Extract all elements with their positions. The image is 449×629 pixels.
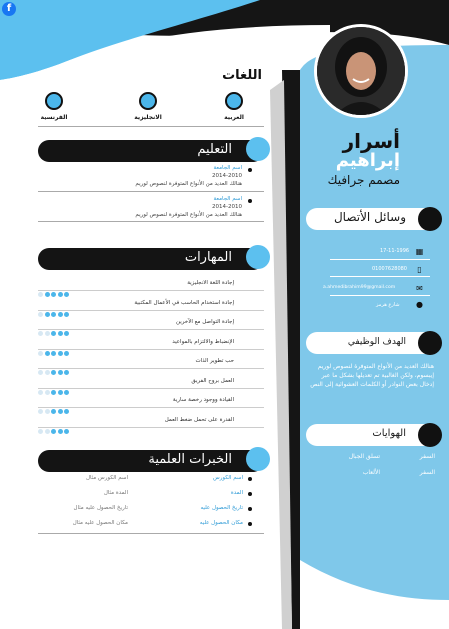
calendar-icon: ▦ [415, 247, 424, 256]
divider [38, 290, 264, 291]
job-title: مصمم جرافيك [327, 173, 400, 187]
skill-dot-icon [45, 351, 50, 356]
skill-dot-icon [64, 292, 69, 297]
skill-dot-icon [38, 390, 43, 395]
skill-dot-icon [58, 409, 63, 414]
skill-dot-icon [58, 292, 63, 297]
name-first: أسرار [342, 129, 400, 153]
hobbies-header [306, 424, 438, 446]
skill-label: القيادة ووجود رخصة سارية [172, 397, 234, 403]
skill-dot-icon [51, 409, 56, 414]
bullet-icon [248, 477, 252, 481]
skill-row [38, 416, 264, 428]
skill-label: القدرة على تحمل ضغط العمل [164, 416, 234, 423]
skill-dot-icon [51, 331, 56, 336]
skill-dot-icon [58, 370, 63, 375]
hobby-item: تسلق الجبال [348, 453, 380, 460]
skill-row [38, 279, 264, 291]
divider [38, 407, 264, 408]
header-dot-icon [418, 423, 442, 447]
skill-row [38, 396, 264, 408]
education-header [38, 140, 264, 162]
skill-dot-icon [64, 351, 69, 356]
skills-header [38, 248, 264, 270]
skill-label: الإنضباط والالتزام بالمواعيد [172, 338, 234, 345]
bullet-icon [248, 522, 252, 526]
divider [38, 427, 264, 428]
header-dot-icon [246, 245, 270, 269]
skills-title: المهارات [184, 250, 232, 265]
experience-key: المدة [230, 490, 243, 496]
skill-dot-icon [45, 409, 50, 414]
name-last: إبراهيم [335, 150, 400, 171]
skill-row [38, 299, 264, 311]
hobby-item: السفر [419, 453, 435, 460]
experience-key: مكان الحصول عليه [199, 520, 243, 526]
contact-phone[interactable]: 01007628080 [372, 266, 407, 272]
skill-dot-icon [64, 409, 69, 414]
skill-dot-icon [58, 429, 63, 434]
skill-row [38, 338, 264, 350]
skill-dot-icon [64, 370, 69, 375]
skill-dot-icon [45, 390, 50, 395]
skill-label: إجادة التواصل مع الآخرين [176, 319, 234, 325]
avatar [314, 24, 408, 118]
facebook-icon[interactable]: f [2, 2, 16, 16]
bullet-icon [248, 199, 252, 203]
skill-dot-icon [58, 390, 63, 395]
experience-value: مكان الحصول عليه مثال [72, 520, 128, 526]
language-level-icon [139, 92, 157, 110]
language-label: العربية [224, 114, 244, 121]
contact-location: شارع هرمز [376, 302, 400, 308]
divider [38, 349, 264, 350]
skill-label: العمل بروح الفريق [191, 377, 234, 384]
skill-label: حب تطوير الذات [195, 358, 234, 364]
skill-dot-icon [45, 370, 50, 375]
education-years: 2014-2010 [212, 204, 242, 210]
contact-header [306, 208, 438, 230]
divider [38, 533, 264, 534]
divider [38, 368, 264, 369]
language-label: الانجليزية [134, 114, 162, 121]
header-dot-icon [418, 207, 442, 231]
divider [38, 191, 264, 192]
objective-header [306, 332, 438, 354]
skill-row [38, 357, 264, 369]
skill-dot-icon [51, 370, 56, 375]
skill-dot-icon [51, 292, 56, 297]
skill-row [38, 318, 264, 330]
header-dot-icon [246, 447, 270, 471]
skill-dot-icon [45, 331, 50, 336]
skill-dot-icon [38, 429, 43, 434]
objective-text: هنالك العديد من الأنواع المتوفرة لنصوص لوريم إيبسوم، ولكن الغالبية تم تعديلها بشكل ما عبر إدخال بعض النوادر أو الكلمات العشوائية إلى النص [310, 363, 434, 388]
skill-dot-icon [45, 429, 50, 434]
skill-dot-icon [38, 409, 43, 414]
education-desc: هنالك العديد من الأنواع المتوفرة لنصوص لوريم [135, 212, 242, 218]
bullet-icon [248, 507, 252, 511]
skill-label: إجادة اللغة الانجليزية [187, 280, 234, 286]
education-desc: هنالك العديد من الأنواع المتوفرة لنصوص لوريم [135, 181, 242, 187]
bullet-icon [248, 492, 252, 496]
skill-dot-icon [64, 390, 69, 395]
experience-value: تاريخ الحصول عليه مثال [73, 505, 128, 511]
objective-title: الهدف الوظيفي [347, 337, 406, 347]
divider [330, 259, 430, 260]
skill-dot-icon [51, 351, 56, 356]
skill-dot-icon [58, 312, 63, 317]
education-school: اسم الجامعة [213, 196, 242, 202]
languages-title: اللغات [222, 68, 262, 83]
header-dot-icon [246, 137, 270, 161]
skill-label: إجادة استخدام الحاسب في الأعمال المكتبية [134, 299, 234, 306]
experience-header [38, 450, 264, 472]
skill-rating [38, 419, 71, 438]
experience-key: اسم الكورس [213, 475, 243, 481]
bullet-icon [248, 168, 252, 172]
experience-key: تاريخ الحصول عليه [200, 505, 243, 511]
phone-icon: ▯ [417, 265, 422, 274]
language-level-icon [45, 92, 63, 110]
education-years: 2014-2010 [212, 173, 242, 179]
hobby-item: الألعاب [362, 469, 380, 476]
education-school: اسم الجامعة [213, 165, 242, 171]
divider [38, 388, 264, 389]
avatar-photo [317, 27, 405, 115]
skill-dot-icon [51, 312, 56, 317]
divider [38, 221, 264, 222]
skill-row [38, 377, 264, 389]
hobbies-title: الهوايات [372, 428, 406, 439]
mail-icon: ✉ [416, 284, 423, 293]
skill-dot-icon [38, 292, 43, 297]
skill-dot-icon [58, 351, 63, 356]
skill-dot-icon [64, 331, 69, 336]
divider [38, 126, 264, 127]
skill-dot-icon [58, 331, 63, 336]
contact-date: 17-11-1996 [380, 248, 410, 254]
experience-value: المدة مثال [103, 490, 128, 496]
divider [330, 295, 430, 296]
contact-title: وسائل الأتصال [333, 210, 406, 224]
hobby-item: السفر [419, 469, 435, 476]
skill-dot-icon [45, 312, 50, 317]
language-label: الفرنسية [40, 114, 68, 121]
language-level-icon [225, 92, 243, 110]
experience-title: الخبرات العلمية [148, 452, 232, 467]
skill-dot-icon [38, 331, 43, 336]
education-title: التعليم [197, 142, 232, 157]
divider [38, 329, 264, 330]
header-dot-icon [418, 331, 442, 355]
skill-dot-icon [64, 429, 69, 434]
skill-dot-icon [64, 312, 69, 317]
skill-dot-icon [38, 312, 43, 317]
contact-email[interactable]: a.ahmedibrahim99@gmail.com [323, 285, 396, 290]
divider [330, 276, 430, 277]
divider [38, 310, 264, 311]
skill-dot-icon [51, 390, 56, 395]
location-icon: ● [416, 300, 423, 309]
skill-dot-icon [38, 370, 43, 375]
skill-dot-icon [51, 429, 56, 434]
skill-dot-icon [45, 292, 50, 297]
experience-value: اسم الكورس مثال [85, 475, 128, 481]
skill-dot-icon [38, 351, 43, 356]
